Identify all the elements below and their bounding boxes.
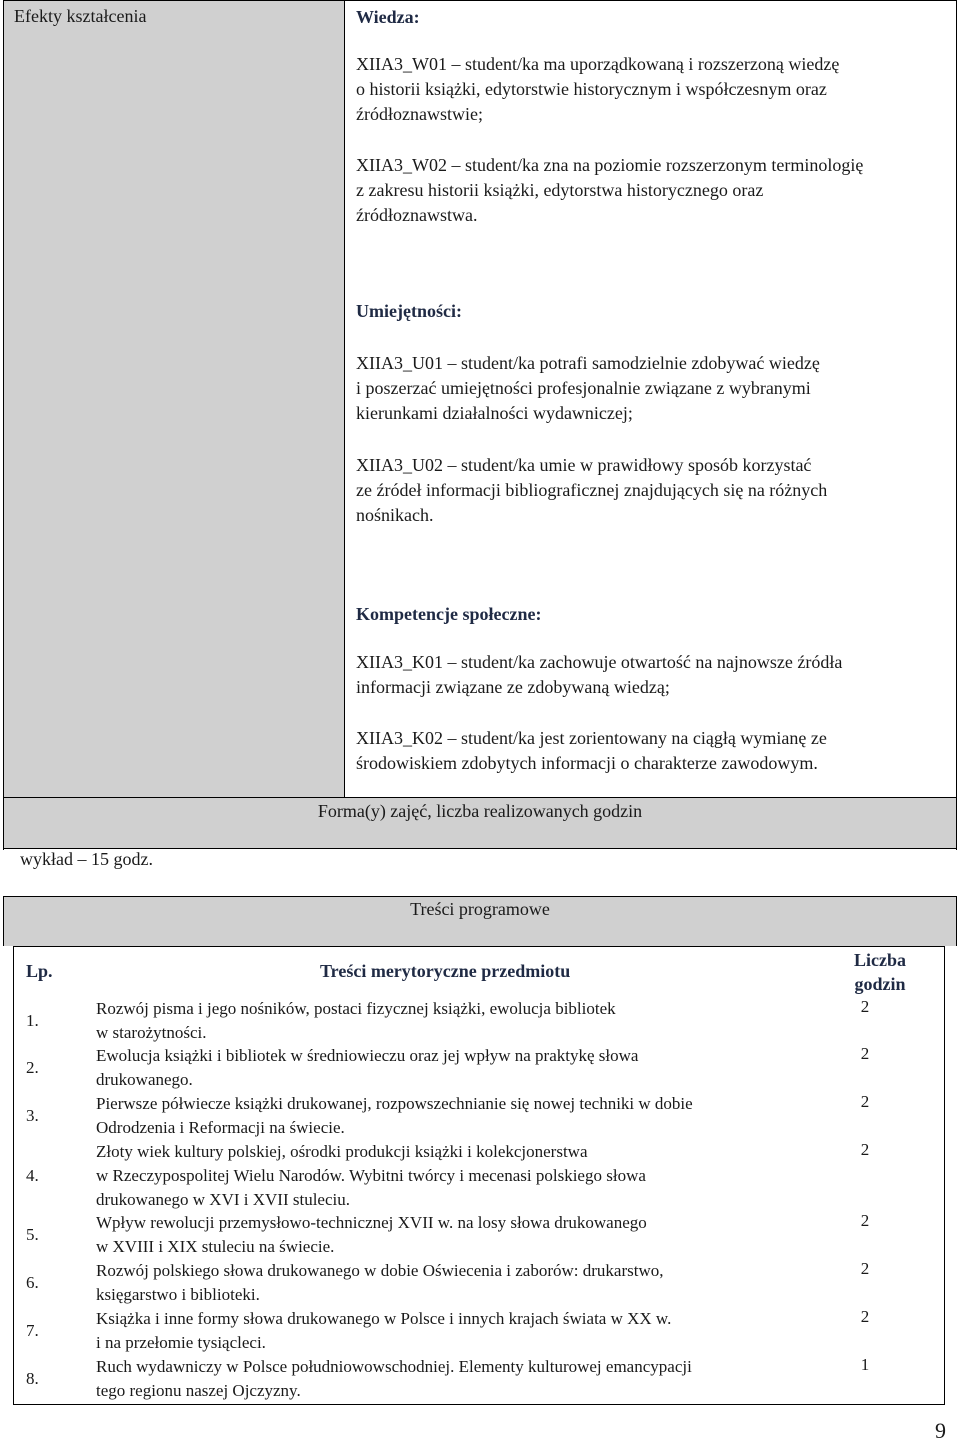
row-hours: 2 [860, 1140, 870, 1159]
row-hours: 2 [860, 1211, 870, 1230]
page-number: 9 [935, 1418, 946, 1443]
effect-item-u01: XIIA3_U01 – student/ka potrafi samodzielnie zdobywać wiedzę i poszerzać umiejętności profesjonalnie związane z wybranymi kierunkami działalności wydawniczej; [356, 353, 820, 423]
row-hours: 2 [860, 997, 870, 1016]
section-heading-wiedza: Wiedza: [356, 7, 420, 27]
inner-table-border-left [13, 946, 14, 1405]
effect-item-k02: XIIA3_K02 – student/ka jest zorientowany na ciągłą wymianę ze środowiskiem zdobytych informacji o charakterze zawodowym. [356, 728, 827, 773]
row-lp: 2. [26, 1058, 39, 1077]
inner-table-border-top [13, 946, 945, 947]
row-content: Rozwój polskiego słowa drukowanego w dobie Oświecenia i zaborów: drukarstwo, księgarstwo i biblioteki. [96, 1261, 664, 1304]
program-border-right [956, 896, 957, 946]
row-content: Ruch wydawniczy w Polsce południowowschodniej. Elementy kulturowej emancypacji tego regionu naszej Ojczyzny. [96, 1357, 692, 1400]
row-content: Rozwój pisma i jego nośników, postaci fizycznej książki, ewolucja bibliotek w starożytności. [96, 999, 616, 1042]
row-hours: 2 [860, 1092, 870, 1111]
program-header: Treści programowe [410, 899, 550, 919]
row-hours: 2 [860, 1044, 870, 1063]
row-hours: 2 [860, 1307, 870, 1326]
inner-table-border-bottom [13, 1404, 945, 1405]
col-header-content: Treści merytoryczne przedmiotu [320, 961, 571, 981]
row-lp: 5. [26, 1225, 39, 1244]
effects-label-cell [4, 0, 344, 797]
row-lp: 4. [26, 1166, 39, 1185]
row-lp: 1. [26, 1011, 39, 1030]
section-heading-kompetencje: Kompetencje społeczne: [356, 604, 542, 624]
inner-table-border-right [944, 946, 945, 1405]
effect-item-u02: XIIA3_U02 – student/ka umie w prawidłowy sposób korzystać ze źródeł informacji bibliograficznej znajdujących się na różnych nośnikach. [356, 455, 828, 525]
row-content: Ewolucja książki i bibliotek w średniowieczu oraz jej wpływ na praktykę słowa drukowanego. [96, 1046, 639, 1089]
table-border-top [3, 0, 957, 1]
effect-item-w02: XIIA3_W02 – student/ka zna na poziomie rozszerzonym terminologię z zakresu historii książki, edytorstwa historycznego oraz źródłoznawstwa. [356, 155, 864, 225]
row-content: Złoty wiek kultury polskiej, ośrodki produkcji książki i kolekcjonerstwa w Rzeczypospolitej Wielu Narodów. Wybitni twórcy i mecenasi polskiego słowa drukowanego w XVI i XVII stuleciu. [96, 1142, 646, 1209]
row-content: Książka i inne formy słowa drukowanego w Polsce i innych krajach świata w XX w. i na przełomie tysiącleci. [96, 1309, 672, 1352]
row-lp: 7. [26, 1321, 39, 1340]
program-border-top [3, 896, 957, 897]
forms-header: Forma(y) zajęć, liczba realizowanych godzin [317, 801, 643, 821]
row-hours: 2 [860, 1259, 870, 1278]
table-border-left [3, 0, 4, 850]
forms-value: wykład – 15 godz. [20, 849, 153, 869]
row-lp: 6. [26, 1273, 39, 1292]
table-column-divider [344, 0, 345, 797]
table-border-right [956, 0, 957, 850]
effect-item-w01: XIIA3_W01 – student/ka ma uporządkowaną i rozszerzoną wiedzę o historii książki, edytorstwie historycznym i współczesnym oraz źródłoznawstwie; [356, 54, 840, 124]
effects-label: Efekty kształcenia [14, 6, 147, 26]
col-header-hours: Liczba godzin [854, 950, 906, 994]
row-lp: 3. [26, 1106, 39, 1125]
row-content: Pierwsze półwiecze książki drukowanej, rozpowszechnianie się nowej techniki w dobie Odrodzenia i Reformacji na świecie. [96, 1094, 693, 1137]
effect-item-k01: XIIA3_K01 – student/ka zachowuje otwartość na najnowsze źródła informacji związane ze zdobywaną wiedzą; [356, 652, 843, 697]
row-lp: 8. [26, 1369, 39, 1388]
row-hours: 1 [860, 1355, 870, 1374]
col-header-lp: Lp. [26, 961, 53, 981]
row-content: Wpływ rewolucji przemysłowo-technicznej XVII w. na losy słowa drukowanego w XVIII i XIX stuleciu na świecie. [96, 1213, 647, 1256]
section-heading-umiejetnosci: Umiejętności: [356, 301, 462, 321]
